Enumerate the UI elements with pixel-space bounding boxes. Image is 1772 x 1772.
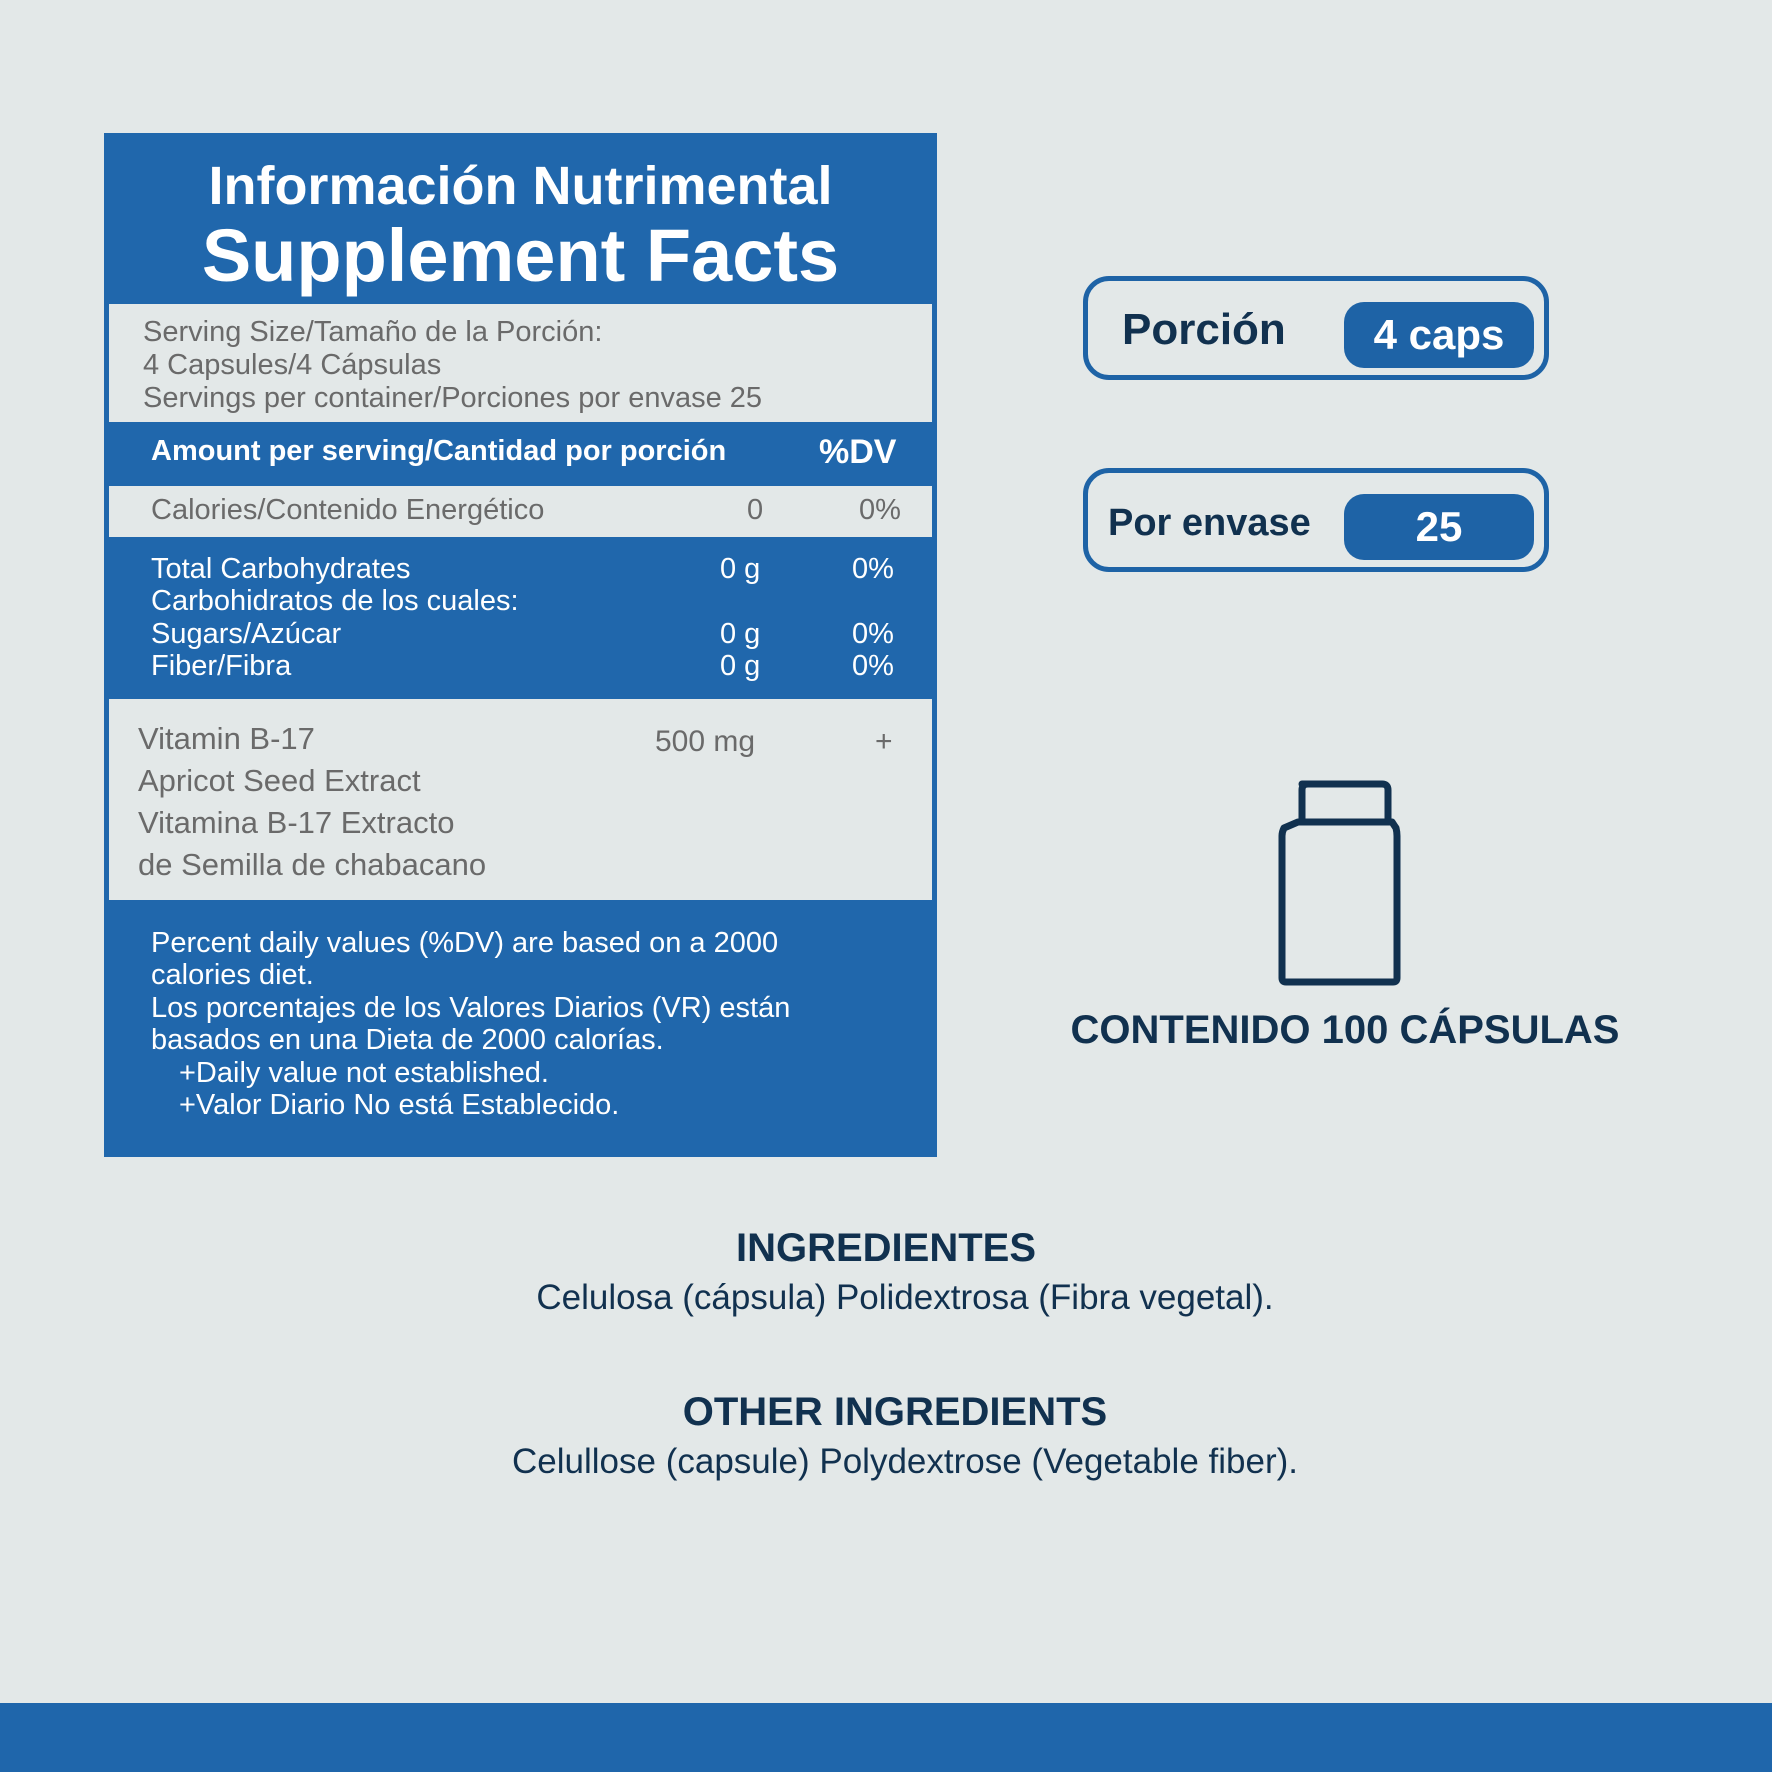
- footnote-line-3: Los porcentajes de los Valores Diarios (VR) están: [151, 992, 791, 1024]
- footnote-line-2: calories diet.: [151, 959, 314, 991]
- sugars-dv: 0%: [852, 618, 894, 650]
- serving-size-label: Serving Size/Tamaño de la Porción:: [143, 316, 603, 348]
- vitamin-amount: 500 mg: [655, 725, 756, 758]
- vitamin-line-1: Vitamin B-17: [138, 721, 315, 756]
- calories-label: Calories/Contenido Energético: [151, 494, 545, 526]
- sugars-label: Sugars/Azúcar: [151, 618, 342, 650]
- vitamin-b17-row: [109, 699, 932, 900]
- ingredients-heading: INGREDIENTES: [735, 1226, 1037, 1270]
- bottle-icon: [1276, 780, 1406, 988]
- calories-amount: 0: [747, 494, 764, 526]
- fiber-label: Fiber/Fibra: [151, 650, 292, 682]
- serving-size-value: 4 Capsules/4 Cápsulas: [143, 349, 442, 381]
- sugars-amount: 0 g: [720, 618, 761, 650]
- servings-per-container: Servings per container/Porciones por envase 25: [143, 382, 763, 414]
- vitamin-line-4: de Semilla de chabacano: [138, 847, 487, 882]
- calories-row: [109, 486, 932, 537]
- portion-badge: [1083, 276, 1549, 380]
- fiber-amount: 0 g: [720, 650, 761, 682]
- footer-bar: [0, 1703, 1772, 1772]
- other-ingredients-heading: OTHER INGREDIENTS: [682, 1390, 1108, 1434]
- total-carbs-amount: 0 g: [720, 553, 761, 585]
- per-container-label: Por envase: [1108, 502, 1311, 544]
- supplement-facts-panel: [104, 133, 937, 1157]
- vitamin-line-3: Vitamina B-17 Extracto: [138, 805, 455, 840]
- portion-label: Porción: [1122, 305, 1286, 354]
- content-label: CONTENIDO 100 CÁPSULAS: [1070, 1008, 1620, 1052]
- total-carbs-dv: 0%: [852, 553, 894, 585]
- title-english: Supplement Facts: [201, 214, 840, 297]
- fiber-dv: 0%: [852, 650, 894, 682]
- vitamin-line-2: Apricot Seed Extract: [138, 763, 421, 798]
- total-carbs-label: Total Carbohydrates: [151, 553, 411, 585]
- carbs-sub-label: Carbohidratos de los cuales:: [151, 585, 519, 617]
- dv-header: %DV: [819, 433, 897, 471]
- portion-value: 4 caps: [1344, 302, 1534, 368]
- footnote-line-5: +Daily value not established.: [179, 1057, 549, 1089]
- footnote-line-6: +Valor Diario No está Establecido.: [179, 1089, 620, 1121]
- per-container-value: 25: [1344, 494, 1534, 560]
- footnote-line-1: Percent daily values (%DV) are based on a 2000: [151, 927, 779, 959]
- serving-info: [109, 304, 932, 422]
- other-ingredients-text: Celullose (capsule) Polydextrose (Vegetable fiber).: [512, 1442, 1298, 1481]
- vitamin-dv: +: [875, 725, 893, 758]
- footnote-line-4: basados en una Dieta de 2000 calorías.: [151, 1024, 664, 1056]
- title-spanish: Información Nutrimental: [208, 156, 833, 216]
- per-container-badge: [1083, 468, 1549, 572]
- amount-per-serving-header: Amount per serving/Cantidad por porción: [151, 435, 727, 467]
- ingredients-text: Celulosa (cápsula) Polidextrosa (Fibra vegetal).: [536, 1278, 1274, 1317]
- calories-dv: 0%: [859, 494, 901, 526]
